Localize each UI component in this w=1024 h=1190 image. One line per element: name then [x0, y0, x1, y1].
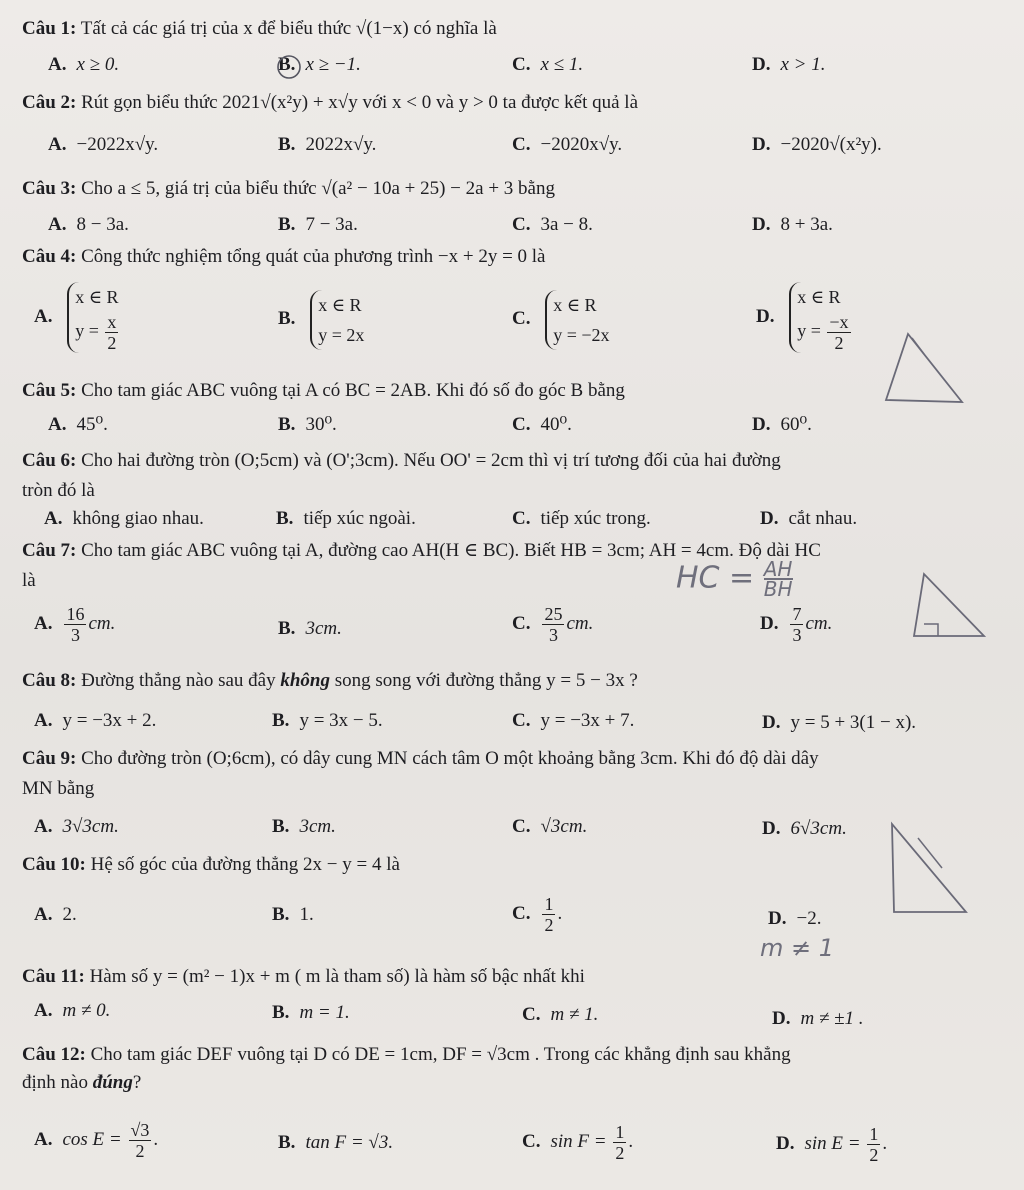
question-label: Câu 12: [22, 1044, 86, 1065]
option-d[interactable]: D. −2. [768, 908, 822, 929]
option-c[interactable]: C. √3cm. [512, 816, 588, 837]
option-b[interactable]: B. m = 1. [272, 1002, 350, 1023]
question-stem: Cho hai đường tròn (O;5cm) và (O';3cm). Nếu OO' = 2cm thì vị trí tương đối của hai đường [81, 450, 781, 471]
question-label: Câu 10: [22, 854, 86, 875]
question-5 [22, 376, 1016, 406]
option-a[interactable]: A. 2. [34, 904, 77, 925]
triangle-sketch-q7 [894, 560, 1004, 660]
option-b[interactable]: B. x ≥ −1. [278, 54, 361, 75]
circled-answer-mark [276, 54, 302, 80]
triangle-sketch-q5 [872, 320, 972, 410]
option-a[interactable]: A. 45⁰. [48, 414, 108, 435]
option-c[interactable]: C. 3a − 8. [512, 214, 593, 235]
question-label: Câu 11: [22, 966, 85, 987]
option-a[interactable]: A. x ∈ R y = $\frac{x}{2}$ [34, 282, 120, 353]
option-d[interactable]: D. x > 1. [752, 54, 826, 75]
question-stem: Cho tam giác DEF vuông tại D có DE = 1cm, DF = √3cm . Trong các khẳng định sau khẳng [90, 1044, 791, 1065]
option-b[interactable]: B. 2022x√y. [278, 134, 377, 155]
handwritten-note-hc: HC = $\frac{AH}{BH}$ [676, 557, 793, 601]
option-b[interactable]: B. 7 − 3a. [278, 214, 358, 235]
question-8: Câu 8: Đường thẳng nào sau đây không song song với đường thẳng y = 5 − 3x ? [22, 670, 638, 691]
question-label: Câu 6: [22, 450, 77, 471]
question-9-cont: MN bằng [22, 778, 95, 799]
option-d[interactable]: D. sin E = $\frac{1}{2}$ . [776, 1124, 888, 1165]
question-6 [22, 446, 1016, 476]
question-12-cont: định nào đúng? [22, 1072, 142, 1093]
equation-system: x ∈ R y = $\frac{x}{2}$ [67, 282, 120, 353]
question-11 [22, 962, 1016, 992]
question-label: Câu 1: [22, 18, 77, 39]
option-d[interactable]: D. cắt nhau. [760, 508, 858, 529]
question-label: Câu 4: [22, 246, 77, 267]
option-a[interactable]: A. 3√3cm. [34, 816, 119, 837]
option-c[interactable]: C. m ≠ 1. [522, 1004, 599, 1025]
question-label: Câu 7: [22, 540, 77, 561]
option-c[interactable]: C. $\frac{25}{3}$ cm. [512, 604, 594, 645]
option-d[interactable]: D. 6√3cm. [762, 818, 847, 839]
option-d[interactable]: D. y = 5 + 3(1 − x). [762, 712, 917, 733]
option-c[interactable]: C. y = −3x + 7. [512, 710, 635, 731]
equation-system: x ∈ R y = 2x [310, 290, 364, 350]
option-c[interactable]: C. x ∈ R y = −2x [512, 290, 610, 350]
question-stem: Cho đường tròn (O;6cm), có dây cung MN cách tâm O một khoảng bằng 3cm. Khi đó độ dài dây [81, 748, 819, 769]
option-d[interactable]: D. −2020√(x²y). [752, 134, 882, 155]
option-a[interactable]: A. −2022x√y. [48, 134, 159, 155]
option-b[interactable]: B. y = 3x − 5. [272, 710, 383, 731]
question-7 [22, 536, 1016, 566]
question-7-cont: là [22, 570, 36, 591]
option-b[interactable]: B. 30⁰. [278, 414, 337, 435]
option-b[interactable]: B. x ∈ R y = 2x [278, 290, 364, 350]
question-stem: Cho a ≤ 5, giá trị của biểu thức √(a² − 10a + 25) − 2a + 3 bằng [81, 178, 555, 199]
option-d[interactable]: D. m ≠ ±1 . [772, 1008, 864, 1029]
option-d[interactable]: D. 8 + 3a. [752, 214, 833, 235]
option-a[interactable]: A. cos E = $\frac{√3}{2}$ . [34, 1120, 159, 1161]
question-4 [22, 242, 1016, 272]
question-6-cont: tròn đó là [22, 480, 95, 501]
question-stem: Cho tam giác ABC vuông tại A có BC = 2AB. Khi đó số đo góc B bằng [81, 380, 625, 401]
option-a[interactable]: A. m ≠ 0. [34, 1000, 111, 1021]
option-a[interactable]: A. x ≥ 0. [48, 54, 120, 75]
option-d[interactable]: D. x ∈ R y = $\frac{-x}{2}$ [756, 282, 853, 353]
question-label: Câu 9: [22, 748, 77, 769]
equation-system: x ∈ R y = $\frac{-x}{2}$ [789, 282, 852, 353]
question-stem: Cho tam giác ABC vuông tại A, đường cao AH(H ∈ BC). Biết HB = 3cm; AH = 4cm. Độ dài HC [81, 540, 821, 561]
option-c[interactable]: C. sin F = $\frac{1}{2}$ . [522, 1122, 634, 1163]
triangle-sketch-q10 [878, 808, 998, 938]
question-stem: Hàm số y = (m² − 1)x + m ( m là tham số) là hàm số bậc nhất khi [89, 966, 585, 987]
question-2 [22, 88, 1016, 118]
option-a[interactable]: A. $\frac{16}{3}$ cm. [34, 604, 116, 645]
option-b[interactable]: B. 3cm. [278, 618, 342, 639]
option-b[interactable]: B. tan F = √3. [278, 1132, 394, 1153]
option-a[interactable]: A. 8 − 3a. [48, 214, 129, 235]
option-d[interactable]: D. $\frac{7}{3}$ cm. [760, 604, 833, 645]
option-b[interactable]: B. 1. [272, 904, 314, 925]
equation-system: x ∈ R y = −2x [545, 290, 609, 350]
option-b[interactable]: B. 3cm. [272, 816, 336, 837]
option-a[interactable]: A. y = −3x + 2. [34, 710, 157, 731]
question-10 [22, 850, 1016, 880]
option-c[interactable]: C. x ≤ 1. [512, 54, 584, 75]
question-1 [22, 14, 1016, 44]
question-stem: Hệ số góc của đường thẳng 2x − y = 4 là [90, 854, 400, 875]
option-c[interactable]: C. $\frac{1}{2}$ . [512, 894, 563, 935]
question-label: Câu 5: [22, 380, 77, 401]
question-label: Câu 8: [22, 670, 77, 691]
question-3 [22, 174, 1016, 204]
question-stem: Rút gọn biểu thức 2021√(x²y) + x√y với x < 0 và y > 0 ta được kết quả là [81, 92, 639, 113]
option-c[interactable]: C. tiếp xúc trong. [512, 508, 651, 529]
handwritten-note-m: m ≠ 1 [760, 934, 835, 962]
option-b[interactable]: B. tiếp xúc ngoài. [276, 508, 416, 529]
option-d[interactable]: D. 60⁰. [752, 414, 812, 435]
option-a[interactable]: A. không giao nhau. [44, 508, 204, 529]
question-stem: Công thức nghiệm tổng quát của phương trình −x + 2y = 0 là [81, 246, 546, 267]
question-label: Câu 2: [22, 92, 77, 113]
question-12 [22, 1040, 1016, 1070]
question-9 [22, 744, 1016, 774]
question-label: Câu 3: [22, 178, 77, 199]
option-c[interactable]: C. 40⁰. [512, 414, 572, 435]
question-stem: Tất cả các giá trị của x để biểu thức √(1−x) có nghĩa là [80, 18, 497, 39]
option-c[interactable]: C. −2020x√y. [512, 134, 623, 155]
